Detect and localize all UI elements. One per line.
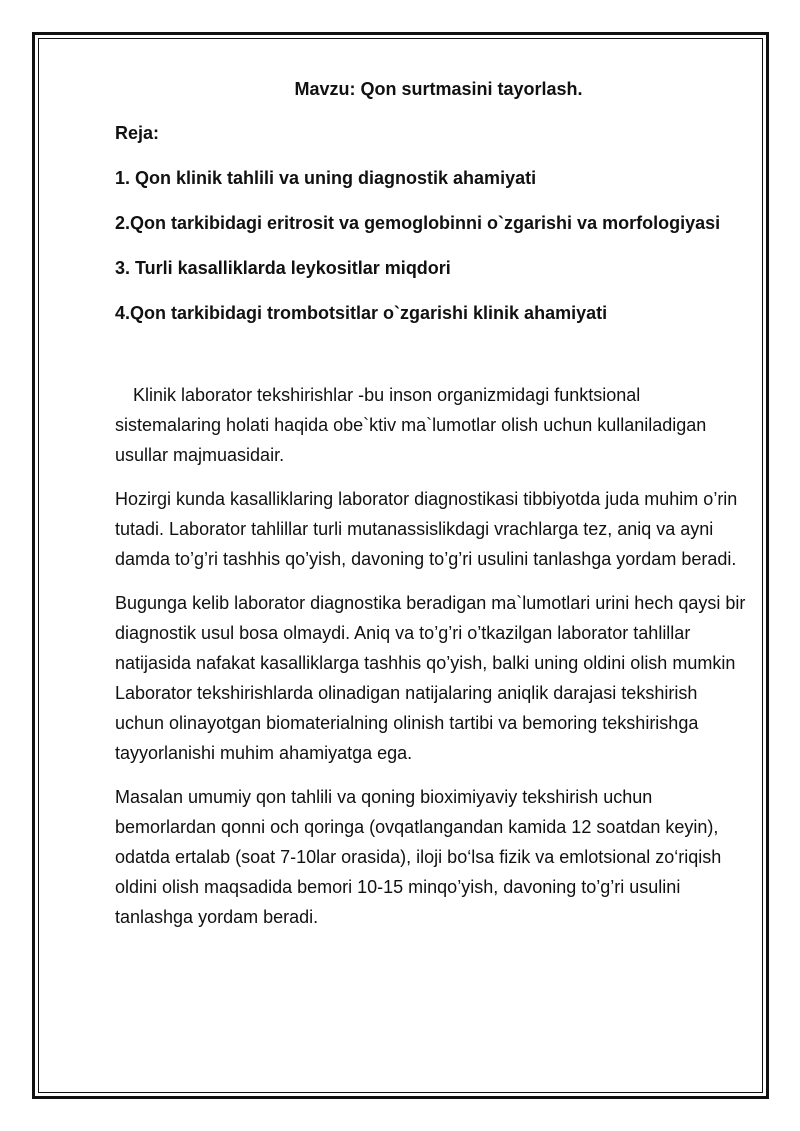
plan-heading: Reja: bbox=[115, 123, 160, 143]
body-text bbox=[115, 380, 750, 932]
document-body bbox=[115, 76, 750, 946]
paragraph-3: Bugunga kelib laborator diagnostika beradigan ma`lumotlari urini hech qaysi bir diagnostik usul bosa olmaydi. Aniq va to’g’ri o’tkazilgan laborator tahlillar natijasida nafakat kasalliklarga tashhis qo’yish, balki uning oldini olish mumkin Laborator tekshirishlarda olinadigan natijalaring aniqlik darajasi tekshirish uchun olinayotgan biomaterialning olinish tartibi va bemoring tekshirishga tayyorlanishi muhim ahamiyatga ega. bbox=[115, 593, 746, 763]
plan-item-4: 4.Qon tarkibidagi trombotsitlar o`zgarishi klinik ahamiyati bbox=[115, 303, 608, 323]
plan-item-2: 2.Qon tarkibidagi eritrosit va gemoglobinni o`zgarishi va morfologiyasi bbox=[115, 213, 721, 233]
plan-item-3: 3. Turli kasalliklarda leykositlar miqdori bbox=[115, 258, 451, 278]
plan-item-1: 1. Qon klinik tahlili va uning diagnostik ahamiyati bbox=[115, 168, 537, 188]
document-title: Mavzu: Qon surtmasini tayorlash. bbox=[294, 79, 583, 99]
paragraph-2: Hozirgi kunda kasalliklaring laborator diagnostikasi tibbiyotda juda muhim o’rin tutadi. Laborator tahlillar turli mutanassislikdagi vrachlarga tez, aniq va ayni damda to’g’ri tashhis qo’yish, davoning to’g’ri usulini tanlashga yordam beradi. bbox=[115, 489, 738, 569]
paragraph-4: Masalan umumiy qon tahlili va qoning bioximiyaviy tekshirish uchun bemorlardan qonni och qoringa (ovqatlangandan kamida 12 soatdan keyin), odatda ertalab (soat 7-10lar orasida), iloji bo‘lsa fizik va emlotsional zo‘riqish oldini olish maqsadida bemori 10-15 minqo’yish, davoning to’g’ri usulini tanlashga yordam beradi. bbox=[115, 787, 722, 927]
paragraph-1: Klinik laborator tekshirishlar -bu inson organizmidagi funktsional sistemalaring holati haqida obe`ktiv ma`lumotlar olish uchun kullaniladigan usullar majmuasidair. bbox=[115, 385, 707, 465]
plan-list bbox=[115, 165, 750, 326]
